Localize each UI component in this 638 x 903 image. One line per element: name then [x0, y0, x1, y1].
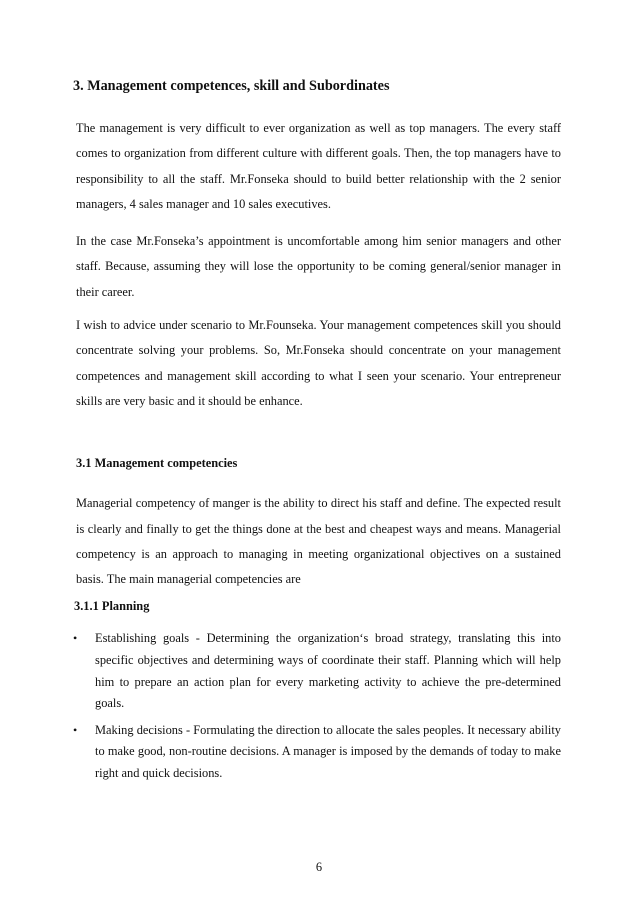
section-3-paragraph-2: In the case Mr.Fonseka’s appointment is uncomfortable among him senior managers and other staff. Because, assuming they will lose the opportunity to be coming general/senior manager in their career.: [76, 234, 561, 299]
bullet-text-establishing-goals: Establishing goals - Determining the organization‘s broad strategy, translating this into specific objectives and determining ways of coordinate their staff. Planning which will help him to prepare an action plan for every marketing activity to achieve the pre-determined goals.: [95, 631, 561, 711]
page-number: 6: [315, 860, 323, 874]
planning-bullet-list: [73, 628, 561, 784]
bullet-text-making-decisions: Making decisions - Formulating the direction to allocate the sales peoples. It necessary ability to make good, non-routine decisions. A manager is imposed by the demands of today to make right and quick decisions.: [95, 722, 561, 781]
section-3-1-paragraph: Managerial competency of manger is the ability to direct his staff and define. The expected result is clearly and finally to get the things done at the best and cheapest ways and means. Managerial competency is an approach to managing in meeting organizational objectives on a sustained basis. The main managerial competencies are: [76, 496, 561, 587]
section-3-paragraph-3: I wish to advice under scenario to Mr.Founseka. Your management competences skill you should concentrate solving your problems. So, Mr.Fonseka should concentrate on your management competences and management skill according to what I seen your scenario. Your entrepreneur skills are very basic and it should be enhance.: [76, 318, 561, 408]
section-3-paragraph-1: The management is very difficult to ever organization as well as top managers. The every staff comes to organization from different culture with different goals. Then, the top managers have to responsibility to all the staff. Mr.Fonseka should to build better relationship with the 2 senior managers, 4 sales manager and 10 sales executives.: [76, 121, 561, 211]
section-3-1-heading: 3.1 Management competencies: [76, 456, 238, 471]
bullet-icon: •: [73, 722, 78, 737]
section-3-1-1-heading: 3.1.1 Planning: [74, 599, 150, 614]
list-item: [73, 628, 561, 714]
page-content: [73, 76, 561, 785]
list-item: [73, 720, 561, 785]
bullet-icon: •: [73, 631, 78, 646]
section-3-heading: 3. Management competences, skill and Subordinates: [73, 78, 390, 94]
